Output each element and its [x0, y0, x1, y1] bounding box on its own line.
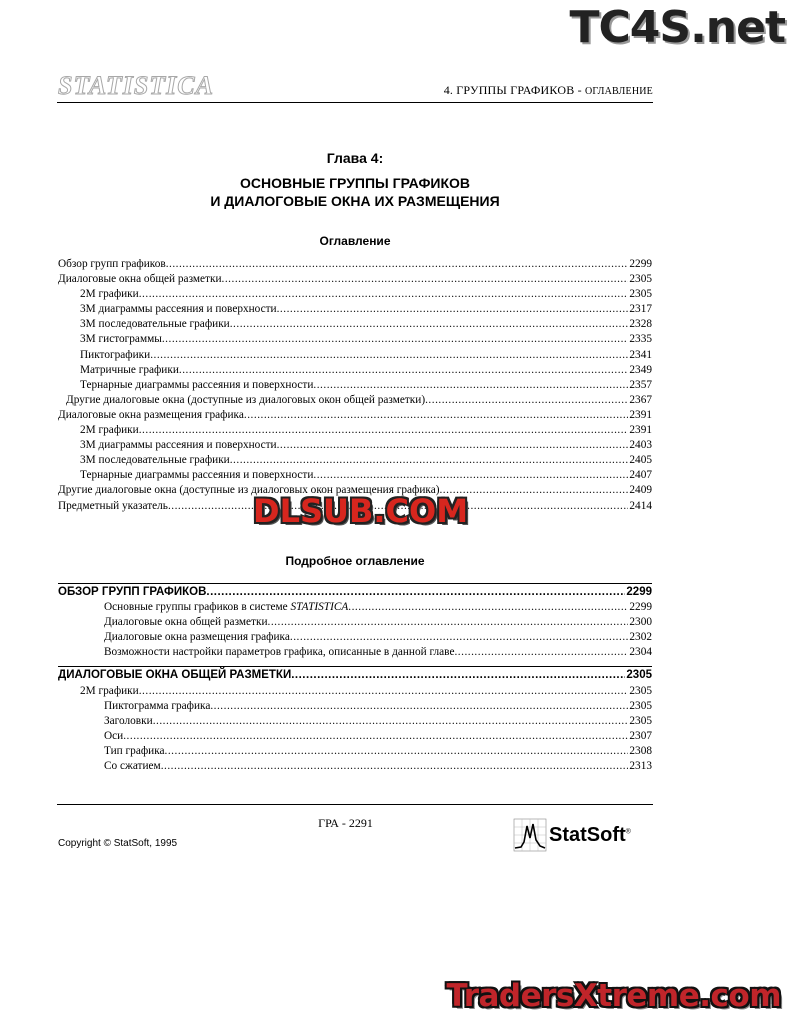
- toc-entry-page: 2305: [629, 288, 652, 301]
- toc-entry[interactable]: [58, 438, 652, 453]
- toc-entry-page: 2299: [626, 586, 652, 598]
- toc-entry-page: 2407: [629, 469, 652, 482]
- toc-entry-title: Другие диалоговые окна (доступные из диалоговых окон размещения графика): [58, 484, 440, 497]
- toc-entry-page: 2302: [629, 631, 652, 644]
- toc-entry-page: 2357: [629, 378, 652, 391]
- toc-entry-title: Тернарные диаграммы рассеяния и поверхности: [80, 469, 314, 482]
- toc-entry-title: Диалоговые окна размещения графика: [104, 631, 290, 644]
- toc-heading: Оглавление: [319, 234, 391, 248]
- toc-entry-title-text: Основные группы графиков в системе: [104, 601, 291, 614]
- toc-entry-title: Диалоговые окна общей разметки: [104, 616, 268, 629]
- toc-entry-page: 2367: [629, 393, 652, 406]
- toc-entry[interactable]: [58, 332, 652, 347]
- toc-entry-page: 2317: [629, 303, 652, 316]
- toc-entry-title: Пиктограмма графика: [104, 699, 211, 712]
- toc-entry[interactable]: [58, 684, 652, 699]
- toc-entry-title: 3М последовательные графики: [80, 454, 230, 467]
- toc-entry[interactable]: [58, 453, 652, 468]
- toc-entry-title: ОБЗОР ГРУПП ГРАФИКОВ: [58, 586, 207, 598]
- toc-entry-title: Матричные графики: [80, 363, 179, 376]
- toc-entry-title: Тип графика: [104, 744, 165, 757]
- toc-entry-page: 2305: [629, 699, 652, 712]
- toc-entry-page: 2305: [629, 273, 652, 286]
- toc-list: [58, 257, 652, 514]
- toc-entry-page: 2341: [629, 348, 652, 361]
- toc-entry-page: 2308: [629, 744, 652, 757]
- toc-entry-title: Предметный указатель: [58, 499, 168, 512]
- statsoft-brand: StatSoft: [549, 823, 626, 846]
- toc-entry[interactable]: [58, 630, 652, 645]
- toc-entry[interactable]: [58, 645, 652, 660]
- toc-entry-title: Диалоговые окна общей разметки: [58, 273, 222, 286]
- toc-entry[interactable]: [58, 468, 652, 483]
- toc-entry-title: Диалоговые окна размещения графика: [58, 408, 244, 421]
- statsoft-logo: [513, 818, 631, 852]
- chapter-number: Глава 4:: [326, 150, 384, 166]
- page-number: ГРА - 2291: [318, 816, 373, 830]
- chapter-title-line1: ОСНОВНЫЕ ГРУППЫ ГРАФИКОВ: [239, 175, 471, 191]
- header-rule: [57, 102, 653, 103]
- section-rule: [58, 666, 652, 667]
- toc-entry[interactable]: [58, 408, 652, 423]
- toc-entry-page: 2349: [629, 363, 652, 376]
- toc-entry-title: [104, 600, 348, 615]
- toc-entry-title: Заголовки: [104, 714, 153, 727]
- toc-entry-title: Обзор групп графиков: [58, 258, 166, 270]
- toc-entry-title: 3М гистограммы: [80, 333, 162, 346]
- toc-entry[interactable]: [58, 348, 652, 363]
- toc-entry[interactable]: [58, 257, 652, 272]
- footer-rule: [57, 804, 653, 805]
- toc-entry[interactable]: [58, 393, 652, 408]
- toc-entry-title: Со сжатием: [104, 760, 161, 773]
- toc-entry[interactable]: [58, 378, 652, 393]
- statsoft-wordmark: [549, 824, 631, 847]
- toc-entry-page: 2307: [629, 729, 652, 742]
- watermark-top: TC4S.net: [569, 2, 785, 53]
- statistica-logo: STATISTICA: [58, 71, 214, 100]
- watermark-middle: DLSUB.COM: [253, 492, 469, 530]
- toc-entry[interactable]: [58, 729, 652, 744]
- toc-entry-title: Оси: [104, 729, 124, 742]
- toc-entry-title: 3М последовательные графики: [80, 318, 230, 331]
- toc-entry-title: 2М графики: [80, 288, 139, 301]
- running-header-chapter: 4. ГРУППЫ ГРАФИКОВ -: [443, 83, 585, 97]
- toc-entry-title: 3М диаграммы рассеяния и поверхности: [80, 303, 277, 316]
- toc-entry[interactable]: [58, 287, 652, 302]
- toc-entry[interactable]: [58, 759, 652, 774]
- toc-entry-title: Пиктографики: [80, 348, 151, 361]
- toc-entry-title: Тернарные диаграммы рассеяния и поверхности: [80, 378, 314, 391]
- toc-entry[interactable]: [58, 423, 652, 438]
- toc-entry-page: 2300: [629, 616, 652, 629]
- toc-entry-title: ДИАЛОГОВЫЕ ОКНА ОБЩЕЙ РАЗМЕТКИ: [58, 669, 292, 682]
- toc-entry-page: 2305: [629, 714, 652, 727]
- detailed-toc-list: [58, 583, 652, 774]
- toc-entry[interactable]: [58, 714, 652, 729]
- running-header-section: ОГЛАВЛЕНИЕ: [585, 86, 653, 97]
- toc-entry[interactable]: [58, 600, 652, 615]
- detailed-toc-section[interactable]: [58, 668, 652, 683]
- chapter-title-line2: И ДИАЛОГОВЫЕ ОКНА ИХ РАЗМЕЩЕНИЯ: [210, 193, 500, 209]
- toc-entry-page: 2403: [629, 439, 652, 452]
- toc-entry[interactable]: [58, 302, 652, 317]
- toc-entry-page: 2299: [629, 258, 652, 270]
- toc-entry[interactable]: [58, 272, 652, 287]
- toc-entry-page: 2409: [629, 484, 652, 497]
- toc-entry[interactable]: [58, 363, 652, 378]
- toc-entry-title: Возможности настройки параметров графика, описанные в данной главе: [104, 646, 455, 659]
- toc-entry-title: Другие диалоговые окна (доступные из диалоговых окон общей разметки): [66, 393, 426, 406]
- statsoft-chart-icon: [513, 818, 547, 852]
- toc-entry-title-italic: STATISTICA: [290, 601, 349, 614]
- watermark-bottom: TradersXtreme.com: [446, 978, 781, 1014]
- toc-entry-title: 2М графики: [80, 424, 139, 437]
- toc-entry[interactable]: [58, 615, 652, 630]
- toc-entry-page: 2305: [629, 684, 652, 697]
- copyright: Copyright © StatSoft, 1995: [58, 838, 178, 849]
- toc-entry-page: 2405: [629, 454, 652, 467]
- section-rule: [58, 583, 652, 584]
- toc-entry-page: 2328: [629, 318, 652, 331]
- toc-entry-page: 2335: [629, 333, 652, 346]
- toc-entry-title: 3М диаграммы рассеяния и поверхности: [80, 439, 277, 452]
- toc-entry-title: 2М графики: [80, 684, 139, 697]
- toc-entry[interactable]: [58, 317, 652, 332]
- toc-entry-page: 2304: [629, 646, 652, 659]
- toc-entry-page: 2391: [629, 408, 652, 421]
- detailed-toc-section[interactable]: [58, 585, 652, 600]
- toc-entry-page: 2299: [629, 601, 652, 614]
- toc-entry-page: 2313: [629, 760, 652, 773]
- toc-entry-page: 2391: [629, 424, 652, 437]
- toc-entry[interactable]: [58, 699, 652, 714]
- running-header: [444, 83, 653, 98]
- toc-entry[interactable]: [58, 744, 652, 759]
- toc-entry-page: 2305: [626, 669, 652, 682]
- toc-entry-page: 2414: [629, 499, 652, 512]
- detailed-toc-heading: Подробное оглавление: [285, 554, 425, 568]
- registered-mark: ®: [625, 827, 631, 835]
